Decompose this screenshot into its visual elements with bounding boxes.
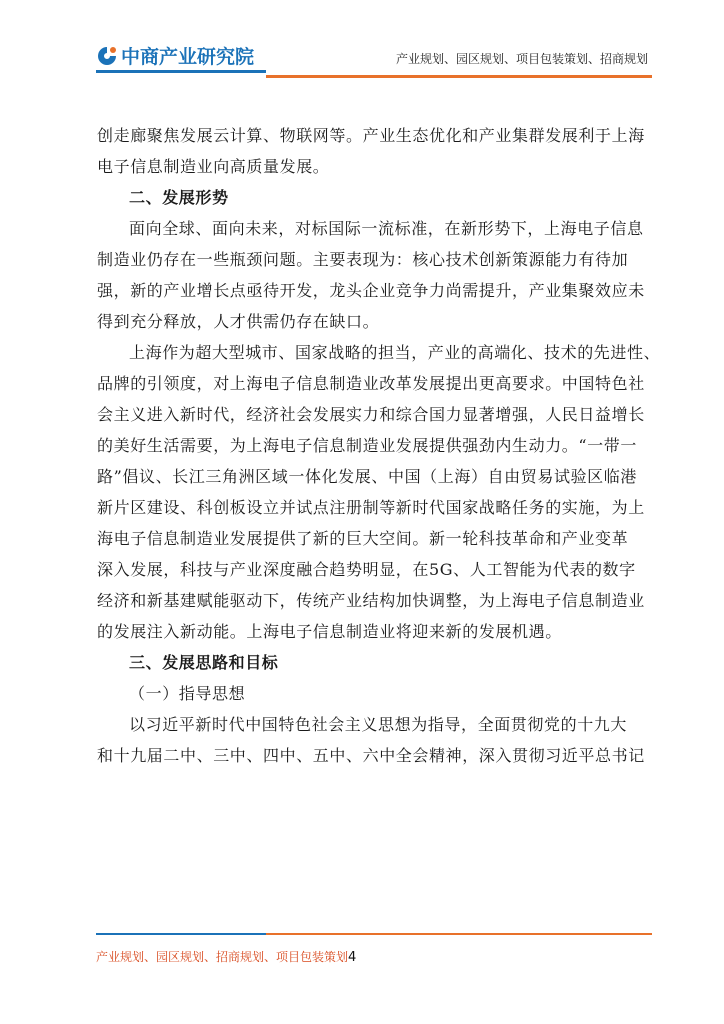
body-text-line: 制造业仍存在一些瓶颈问题。主要表现为：核心技术创新策源能力有待加 <box>97 250 629 269</box>
page-number: 4 <box>348 950 357 965</box>
body-text-line: 深入发展，科技与产业深度融合趋势明显，在5G、人工智能为代表的数字 <box>97 560 636 579</box>
header-rule-orange <box>266 75 652 78</box>
section-heading: 二、发展形势 <box>129 188 229 207</box>
body-text-line: 品牌的引领度，对上海电子信息制造业改革发展提出更高要求。中国特色社 <box>97 374 645 393</box>
footer-rule-blue <box>96 933 266 935</box>
section-heading: 三、发展思路和目标 <box>129 653 279 672</box>
body-text-line: 创走廊聚焦发展云计算、物联网等。产业生态优化和产业集群发展利于上海 <box>97 126 645 145</box>
body-text-line: 以习近平新时代中国特色社会主义思想为指导，全面贯彻党的十九大 <box>129 715 628 734</box>
body-text-line: 经济和新基建赋能驱动下，传统产业结构加快调整，为上海电子信息制造业 <box>97 591 645 610</box>
header-tagline: 产业规划、园区规划、项目包装策划、招商规划 <box>395 52 648 66</box>
body-text-line: （一）指导思想 <box>129 684 246 703</box>
body-text-line: 路”倡议、长江三角洲区域一体化发展、中国（上海）自由贸易试验区临港 <box>97 467 637 486</box>
body-text-line: 电子信息制造业向高质量发展。 <box>97 157 330 176</box>
body-text-line: 的美好生活需要，为上海电子信息制造业发展提供强劲内生动力。“一带一 <box>97 436 637 455</box>
body-text-line: 的发展注入新动能。上海电子信息制造业将迎来新的发展机遇。 <box>97 622 562 641</box>
page-footer <box>96 948 356 965</box>
body-text-line: 上海作为超大型城市、国家战略的担当，产业的高端化、技术的先进性、 <box>129 343 661 362</box>
logo <box>96 42 254 69</box>
page-header <box>96 38 652 80</box>
body-text-line: 海电子信息制造业发展提供了新的巨大空间。新一轮科技革命和产业变革 <box>97 529 629 548</box>
body-text-line: 新片区建设、科创板设立并试点注册制等新时代国家战略任务的实施，为上 <box>97 498 645 517</box>
body-text-line: 会主义进入新时代，经济社会发展实力和综合国力显著增强，人民日益增长 <box>97 405 645 424</box>
document-body <box>97 120 661 771</box>
footer-text: 产业规划、园区规划、招商规划、项目包装策划 <box>96 950 349 964</box>
body-text-line: 和十九届二中、三中、四中、五中、六中全会精神，深入贯彻习近平总书记 <box>97 746 645 765</box>
header-rule-blue <box>96 70 266 73</box>
footer-rule-orange <box>266 933 652 935</box>
body-text-line: 强，新的产业增长点亟待开发，龙头企业竞争力尚需提升，产业集聚效应未 <box>97 281 645 300</box>
logo-text: 中商产业研究院 <box>121 46 255 68</box>
logo-icon <box>96 45 118 67</box>
body-text-line: 得到充分释放，人才供需仍存在缺口。 <box>97 312 380 331</box>
body-text-line: 面向全球、面向未来，对标国际一流标准，在新形势下，上海电子信息 <box>129 219 644 238</box>
